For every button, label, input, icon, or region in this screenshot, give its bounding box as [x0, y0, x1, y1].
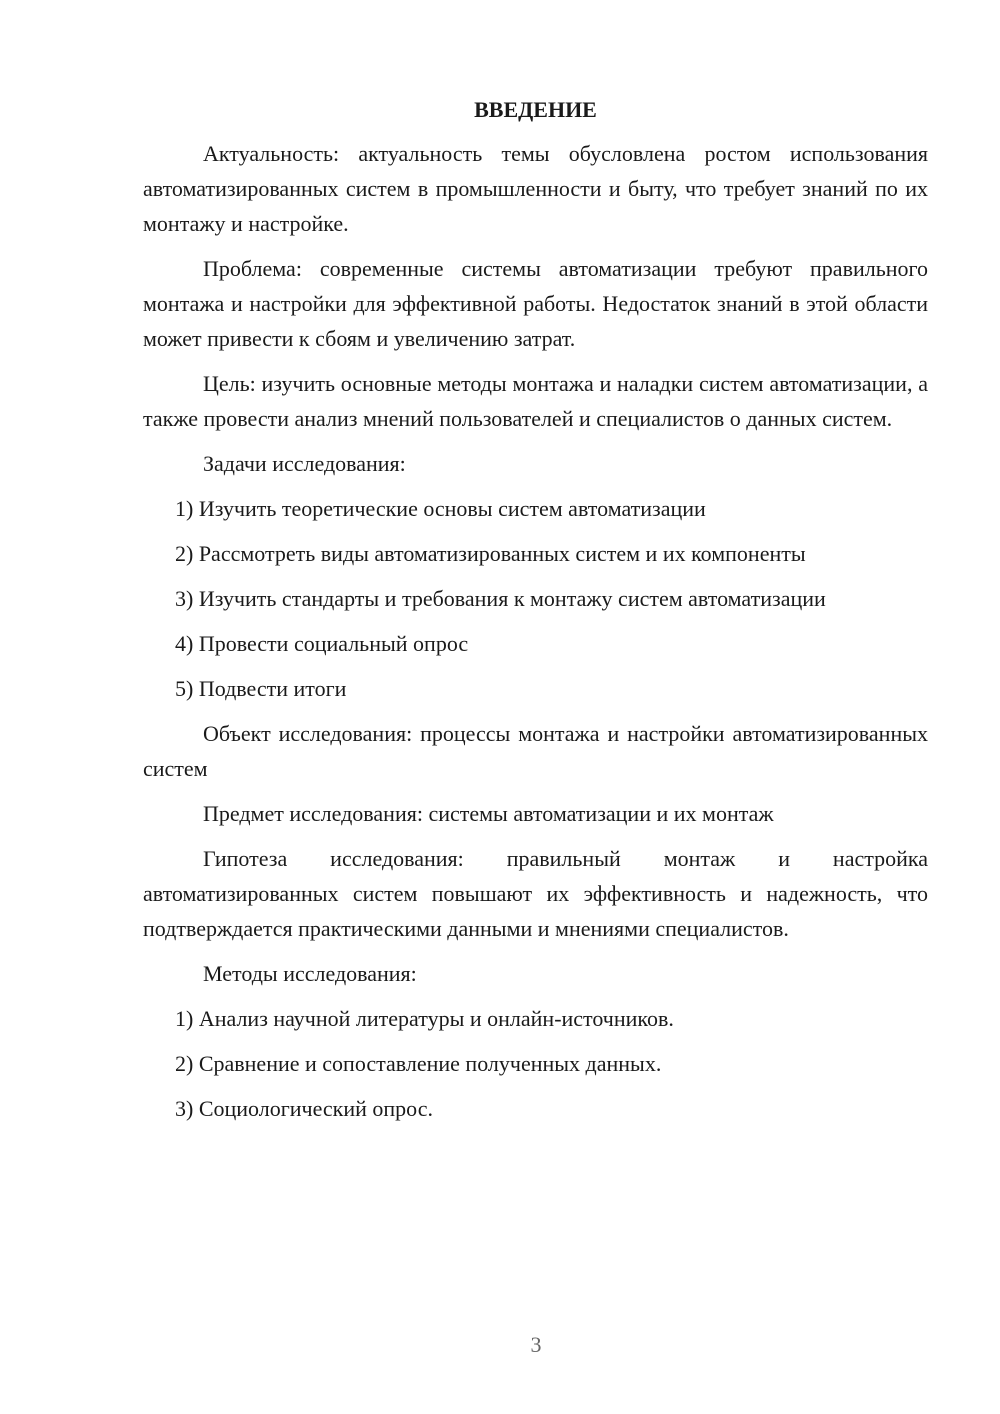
subject-paragraph: Предмет исследования: системы автоматизации и их монтаж [203, 801, 774, 826]
list-item: 3) Изучить стандарты и требования к монтажу систем автоматизации [175, 586, 826, 611]
list-item: 1) Анализ научной литературы и онлайн-источников. [175, 1006, 674, 1031]
page-number: 3 [530, 1332, 542, 1357]
list-item: 2) Сравнение и сопоставление полученных данных. [175, 1051, 662, 1076]
list-item: 1) Изучить теоретические основы систем автоматизации [175, 496, 706, 521]
list-item: 3) Социологический опрос. [175, 1096, 433, 1121]
goal-paragraph: Цель: изучить основные методы монтажа и наладки систем автоматизации, а также провести анализ мнений пользователей и специалистов о данных систем. [143, 371, 928, 431]
page-content [143, 94, 928, 1136]
list-item: 5) Подвести итоги [175, 676, 347, 701]
relevance-paragraph: Актуальность: актуальность темы обусловлена ростом использования автоматизированных систем в промышленности и быту, что требует знаний по их монтажу и настройке. [143, 141, 928, 236]
section-title: ВВЕДЕНИЕ [474, 97, 597, 122]
problem-paragraph: Проблема: современные системы автоматизации требуют правильного монтажа и настройки для эффективной работы. Недостаток знаний в этой области может привести к сбоям и увеличению затрат. [143, 256, 928, 351]
methods-heading: Методы исследования: [203, 961, 417, 986]
object-paragraph: Объект исследования: процессы монтажа и настройки автоматизированных систем [143, 721, 928, 781]
list-item: 2) Рассмотреть виды автоматизированных систем и их компоненты [175, 541, 806, 566]
list-item: 4) Провести социальный опрос [175, 631, 469, 656]
tasks-heading: Задачи исследования: [203, 451, 406, 476]
hypothesis-paragraph: Гипотеза исследования: правильный монтаж и настройка автоматизированных систем повышают их эффективность и надежность, что подтверждается практическими данными и мнениями специалистов. [143, 846, 928, 941]
